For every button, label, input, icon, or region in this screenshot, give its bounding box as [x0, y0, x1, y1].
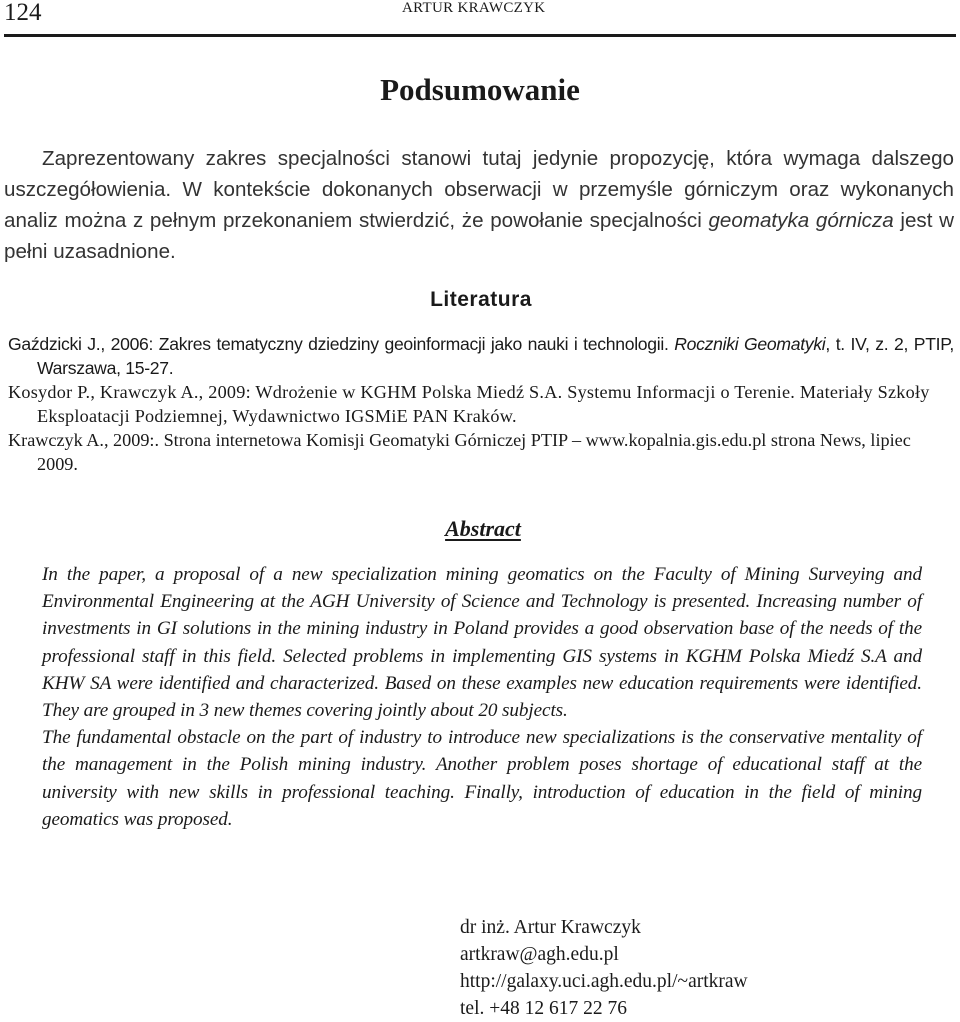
reference-item: Krawczyk A., 2009:. Strona internetowa Komisji Geomatyki Górniczej PTIP – www.kopalnia.gis.edu.pl strona News, lipiec 2009.	[8, 430, 911, 474]
author-website: http://galaxy.uci.agh.edu.pl/~artkraw	[460, 971, 748, 992]
page-number: 124	[4, 0, 42, 26]
summary-text-after: jest w pełni uzasadnione.	[4, 209, 954, 263]
abstract-heading: Abstract	[445, 516, 521, 541]
reference-item	[8, 332, 954, 380]
reference-text-after: , t. IV, z. 2, PTIP, Warszawa, 15-27.	[37, 334, 954, 378]
abstract-body	[42, 561, 922, 833]
author-phone: tel. +48 12 617 22 76	[460, 998, 627, 1019]
summary-heading: Podsumowanie	[380, 72, 580, 107]
reference-text: Gaździcki J., 2006: Zakres tematyczny dziedziny geoinformacji jako nauki i technologii.	[8, 334, 675, 354]
author-name: dr inż. Artur Krawczyk	[460, 917, 641, 938]
literature-heading: Literatura	[430, 288, 532, 311]
reference-journal: Roczniki Geomatyki	[674, 334, 826, 354]
summary-paragraph	[4, 143, 954, 267]
reference-list	[8, 332, 954, 476]
abstract-paragraph: The fundamental obstacle on the part of industry to introduce new specializations is the conservative mentality of the management in the Polish mining industry. Another problem poses shortage of educational staff at the university with new skills in professional teaching. Finally, introduction of education in the field of mining geomatics was proposed.	[42, 727, 922, 830]
abstract-paragraph: In the paper, a proposal of a new specialization mining geomatics on the Faculty of Mining Surveying and Environmental Engineering at the AGH University of Science and Technology is presented. Increasing number of investments in GI solutions in the mining industry in Poland provides a good observation base of the needs of the professional staff in this field. Selected problems in implementing GIS systems in KGHM Polska Miedź S.A and KHW SA were identified and characterized. Based on these examples new education requirements were identified. They are grouped in 3 new themes covering jointly about 20 subjects.	[42, 564, 922, 722]
summary-text-before: Zaprezentowany zakres specjalności stanowi tutaj jedynie propozycję, która wymaga dalszego uszczegółowienia. W kontekście dokonanych obserwacji w przemyśle górniczym oraz wykonanych analiz można z pełnym przekonaniem stwierdzić, że powołanie specjalności	[4, 147, 954, 232]
page-header	[4, 0, 956, 37]
reference-item: Kosydor P., Krawczyk A., 2009: Wdrożenie w KGHM Polska Miedź S.A. Systemu Informacji o Terenie. Materiały Szkoły Eksploatacji Podziemnej, Wydawnictwo IGSMiE PAN Kraków.	[8, 382, 930, 426]
summary-italic-term: geomatyka górnicza	[708, 209, 894, 232]
running-head: ARTUR KRAWCZYK	[402, 0, 546, 16]
author-email: artkraw@agh.edu.pl	[460, 944, 619, 965]
author-info	[460, 914, 748, 1022]
